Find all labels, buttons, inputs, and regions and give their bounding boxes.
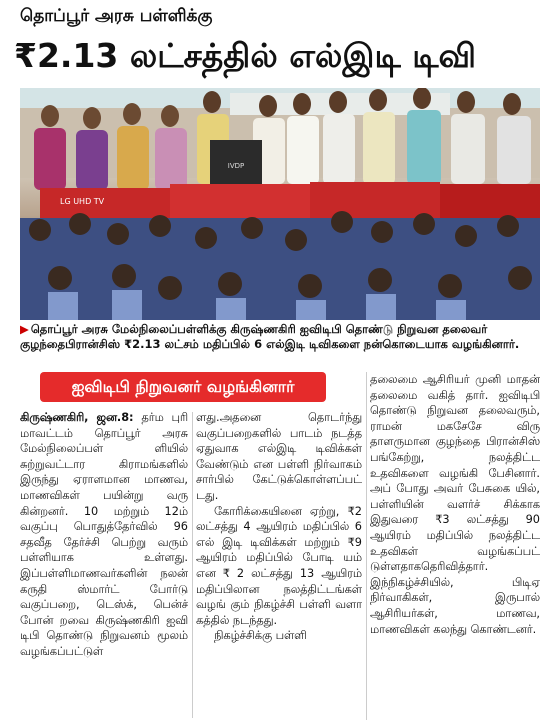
column-2-paragraph-1: ளது.அதனை தொடர்ந்து வகுப்பறைகளில் பாடம் நடத்த ஏதுவாக எல்இடி டிவிக்கள் வேண்டும் என பள்ளி நிர்வாகம் சார்பில் கேட்டுக்கொள்ளப்பட் டது.	[196, 411, 362, 502]
kicker: தொப்பூர் அரசு பள்ளிக்கு	[20, 6, 213, 26]
news-photo	[20, 88, 540, 320]
column-divider	[192, 412, 193, 718]
caption-text: தொப்பூர் அரசு மேல்நிலைப்பள்ளிக்கு கிருஷ்ணகிரி ஐவிடிபி தொண்டு நிறுவன தலைவர் குழந்தைபிரான்சிஸ் ₹2.13 லட்சம் மதிப்பில் 6 எல்இடி டிவிகளை நன்கொடையாக வழங்கினார்.	[20, 322, 520, 351]
dateline: கிருஷ்ணகிரி, ஜன.8:	[20, 411, 134, 424]
article-column-3: தலைமை ஆசிரியர் முனி மாதன் தலைமை வகித் தார். ஐவிடிபி தொண்டு நிறுவன தலைவரும், ராமன் மகசேசே விரு தாளருமான குழந்தை பிரான்சிஸ் பங்கேற்று, நலத்திட்ட உதவிகளை வழங்கி பேசினார். அப் போது அவர் பேசுகை யில், பள்ளியின் வளர்ச் சிக்காக இதுவரை ₹3 லட்சத்து 90 ஆயிரம் மதிப்பில் நலத்திட்ட உதவிகள் வழங்கப்பட் டுள்ளதாகதெரிவித்தார். இந்நிகழ்ச்சியில், பிடிஏ நிர்வாகிகள், இருபால் ஆசிரியர்கள், மாணவ, மாணவிகள் கலந்து கொண்டனர்.	[370, 373, 540, 636]
column-1-text: தர்ம புரி மாவட்டம் தொப்பூர் அரசு மேல்நிலைப்பள் ளியில் சுற்றுவட்டார கிராமங்களில் இருந்து ஏராளமான மாணவ, மாணவிகள் பயின்று வரு கின்றனர். 10 மற்றும் 12ம் வகுப்பு பொதுத்தேர்வில் 96 சதவீத தேர்ச்சி பெற்று வரும் பள்ளியாக உள்ளது. இப்பள்ளிமாணவர்களின் நலன் கருதி ஸ்மார்ட் போர்டு வகுப்பறை, டெஸ்க், பென்ச் போன் றவை கிருஷ்ணகிரி ஐவி டிபி தொண்டு நிறுவனம் மூலம் வழங்கப்பட்டுள்	[20, 411, 188, 658]
photo-caption	[20, 322, 540, 366]
photo-illustration	[20, 88, 540, 320]
column-2-paragraph-2: கோரிக்கையினை ஏற்று, ₹2 லட்சத்து 4 ஆயிரம் மதிப்பில் 6 எல் இடி டிவிக்கள் மற்றும் ₹9 ஆயிரம் மதிப்பில் போடி யம் என ₹ 2 லட்சத்து 13 ஆயிரம் மதிப்பிலான நலத்திட்டங்கள் வழங் கும் நிகழ்ச்சி பள்ளி வளா கத்தில் நடந்தது.	[196, 504, 362, 627]
article-column-2	[196, 410, 362, 720]
column-2-paragraph-3: நிகழ்ச்சிக்கு பள்ளி	[214, 629, 307, 643]
podium-label: IVDP	[227, 162, 245, 170]
tv-box-label: LG UHD TV	[60, 197, 105, 206]
column-divider	[366, 372, 367, 720]
caption-marker-icon: ▶	[20, 322, 29, 336]
article-column-1	[20, 410, 188, 720]
children-rows	[20, 211, 540, 320]
headline: ₹2.13 லட்சத்தில் எல்இடி டிவி	[14, 36, 477, 75]
subhead-banner: ஐவிடிபி நிறுவனர் வழங்கினார்	[40, 372, 326, 402]
